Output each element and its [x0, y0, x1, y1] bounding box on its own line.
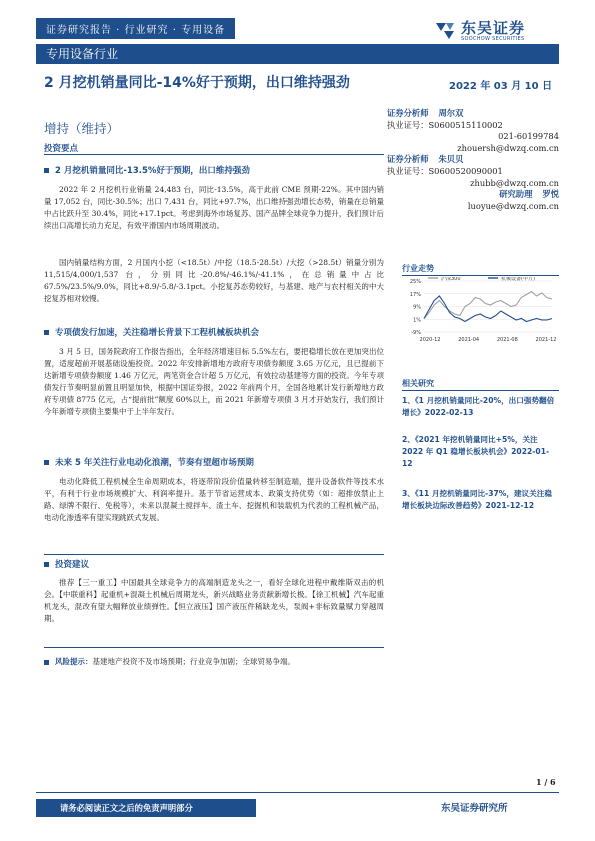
y-tick-label: 1% [413, 317, 421, 324]
bullet-square-icon [44, 460, 49, 465]
industry-bar: 专用设备行业 [36, 44, 559, 64]
analyst-3-email[interactable]: luoyue@dwzq.com.cn [467, 200, 559, 211]
section-1-heading [44, 164, 384, 176]
section-divider [44, 647, 384, 648]
y-tick-label: 25% [409, 279, 421, 285]
section-2-heading [44, 326, 384, 338]
y-tick-label: 9% [413, 304, 421, 311]
x-tick-label: 2020-12 [419, 337, 441, 343]
y-tick-label: 17% [409, 291, 421, 298]
analyst-2-cert [387, 166, 559, 178]
analyst-1-email[interactable]: zhouersh@dwzq.com.cn [457, 142, 559, 153]
analyst-2-email[interactable]: zhubb@dwzq.com.cn [470, 177, 559, 188]
trend-rule [402, 275, 559, 276]
cert-number: S0600515110002 [428, 119, 503, 130]
section-2-paragraph: 3 月 5 日，国务院政府工作报告指出，全年经济增速目标 5.5%左右，要把稳增长放在更加突出位置，适度超前开展基础设施投资。2022 年安排新增地方政府专项债券额度 3.65 万亿元，且已提前下达新增专项债券额度 1.46 万亿元，两笔资金合计超 5 万亿元，有效拉动基建等方面的投资。今年专项债发行节奏明显前置且明显加快，根据中国证券报，2022 年前两个月，全国各地累计发行新增地方政府专项债 8775 亿元，占“提前批”额度 60%以上，而 2021 年新增专项债 3 月才开始发行，我们预计今年新增专项债主要集中于上半年发行。 [44, 347, 384, 416]
bullet-square-icon [44, 660, 49, 665]
analyst-role: 研究助理 [499, 189, 533, 200]
series-line-0 [424, 292, 552, 319]
cert-number: S0600520090001 [428, 165, 503, 176]
related-rule [402, 390, 559, 391]
report-title: 2 月挖机销量同比-14%好于预期，出口维持强劲 [44, 75, 350, 91]
analyst-1-phone: 021-60199784 [498, 131, 559, 142]
section-1-paragraph-1: 2022 年 2 月挖机行业销量 24,483 台，同比-13.5%，高于此前 CME 预期-22%。其中国内销量 17,052 台，同比-30.5%；出口 7,431 台，同比+97.7%，出口维持强劲增长态势，销量在总销量中占比跃升至 30.4%，同比+17.1pct。考虑到海外市场复苏、国产品牌全球竞争力提升，我们预计后续出口高增长动力充足，有效平滑国内市场周期波动。 [44, 185, 384, 230]
logo [434, 20, 525, 42]
analyst-2-header [387, 154, 559, 166]
logo-name-en: SOOCHOW SECURITIES [461, 36, 525, 42]
related-report-2[interactable]: 2、《2021 年挖机销量同比+5%，关注 2022 年 Q1 稳增长板块机会》2022-01-12 [402, 435, 550, 468]
section-2-title: 专项债发行加速，关注稳增长背景下工程机械板块机会 [55, 328, 260, 338]
rating: 增持（维持） [44, 121, 120, 136]
analyst-name: 周尔双 [438, 108, 464, 118]
report-category-tag: 证券研究报告 · 行业研究 · 专用设备 [36, 18, 235, 39]
section-3-heading [44, 456, 384, 468]
footer-institute: 东吴证券研究所 [441, 803, 508, 814]
section-1-paragraph-2: 国内销量结构方面，2 月国内小挖（<18.5t）/中挖（18.5-28.5t）/大挖（>28.5t）销量分别为 11,515/4,000/1,537 台，分别同比-20.8%/-46.1%/-41.1%，在总销量中占比 67.5%/23.5%/9.0%，同比+8.9/-5.8/-3.1pct。小挖复苏态势较好，与基建、地产与农村相关的中大挖复苏相对较慢。 [44, 258, 384, 303]
analyst-block [387, 108, 559, 212]
analyst-3-header [387, 189, 559, 201]
related-report-1[interactable]: 1、《1 月挖机销量同比-20%，出口强势翻倍增长》2022-02-13 [402, 396, 555, 417]
page-number: 1 / 6 [536, 777, 556, 787]
cert-label: 执业证号： [387, 119, 429, 130]
trend-title: 行业走势 [402, 264, 434, 273]
logo-name-cn: 东吴证券 [461, 19, 526, 37]
x-tick-label: 2021-08 [496, 337, 518, 343]
risk-note [44, 656, 384, 668]
analyst-1-cert [387, 120, 559, 132]
industry-trend-chart [402, 277, 559, 343]
legend-label-1: 机械设备(申万) [501, 277, 535, 282]
x-tick-label: 2021-04 [458, 337, 480, 343]
bullet-square-icon [44, 562, 49, 567]
related-research-heading: 相关研究 [402, 379, 434, 388]
legend-label-0: 沪深300 [441, 277, 461, 282]
section-4-heading [44, 558, 384, 570]
bullet-square-icon [44, 168, 49, 173]
section-3-paragraph: 电动化降低工程机械全生命周期成本，将逐带阶段价值量转移至制造端，提升设备软件等技术水平，有利于行业市场规模扩大、利润率提升。基于节省运营成本、政策支持优势（如：超排放禁止上路、绿牌不限行、免税等），未来以混凝土搅拌车、渣土车、挖掘机和装载机为代表的工程机械产品，电动化渗透率有望实现跳跃式发展。 [44, 477, 384, 522]
logo-text [461, 20, 525, 42]
series-line-1 [424, 296, 552, 322]
section-4-title: 投资建议 [55, 560, 90, 570]
key-points-rule [44, 154, 384, 155]
section-1-title: 2 月挖机销量同比-13.5%好于预期，出口维持强劲 [55, 166, 250, 176]
analyst-name: 罗悦 [542, 189, 559, 200]
section-3-title: 未来 5 年关注行业电动化浪潮，节奏有望超市场预期 [55, 458, 254, 468]
section-4-paragraph: 推荐【三一重工】中国最具全球竞争力的高端制造龙头之一，看好全球化进程中戴维斯双击的机会。【中联重科】起重机+混凝土机械后周期龙头，新兴战略业务贡献新增长极。【徐工机械】汽车起重机龙头，混改有望大幅释放业绩弹性。【恒立液压】国产液压件稀缺龙头，泵阀+非标致量赋力穿越周期。 [44, 578, 384, 623]
y-tick-label: -9% [411, 330, 421, 336]
analyst-name: 朱贝贝 [438, 154, 464, 165]
analyst-role: 证券分析师 [387, 108, 429, 118]
analyst-1-header [387, 108, 559, 120]
risk-label: 风险提示： [55, 657, 93, 666]
risk-text: 基建地产投资不及市场预期；行业竞争加剧；全球贸易争端。 [92, 657, 295, 666]
bullet-square-icon [44, 330, 49, 335]
industry-trend-heading [402, 263, 559, 274]
related-report-3[interactable]: 3、《11 月挖机销量同比-37%，建议关注稳增长板块边际改善趋势》2021-12-12 [402, 489, 552, 510]
cert-label: 执业证号： [387, 165, 429, 176]
section-divider [44, 554, 384, 555]
report-date: 2022 年 03 月 10 日 [449, 81, 553, 92]
analyst-role: 证券分析师 [387, 154, 429, 165]
x-tick-label: 2021-12 [535, 337, 557, 343]
footer-disclaimer: 请务必阅读正文之后的免责声明部分 [36, 799, 256, 817]
footer-rule [36, 792, 559, 793]
key-points-heading: 投资要点 [44, 144, 79, 154]
trend-chart-svg [402, 277, 559, 343]
logo-mark-icon [434, 21, 456, 41]
